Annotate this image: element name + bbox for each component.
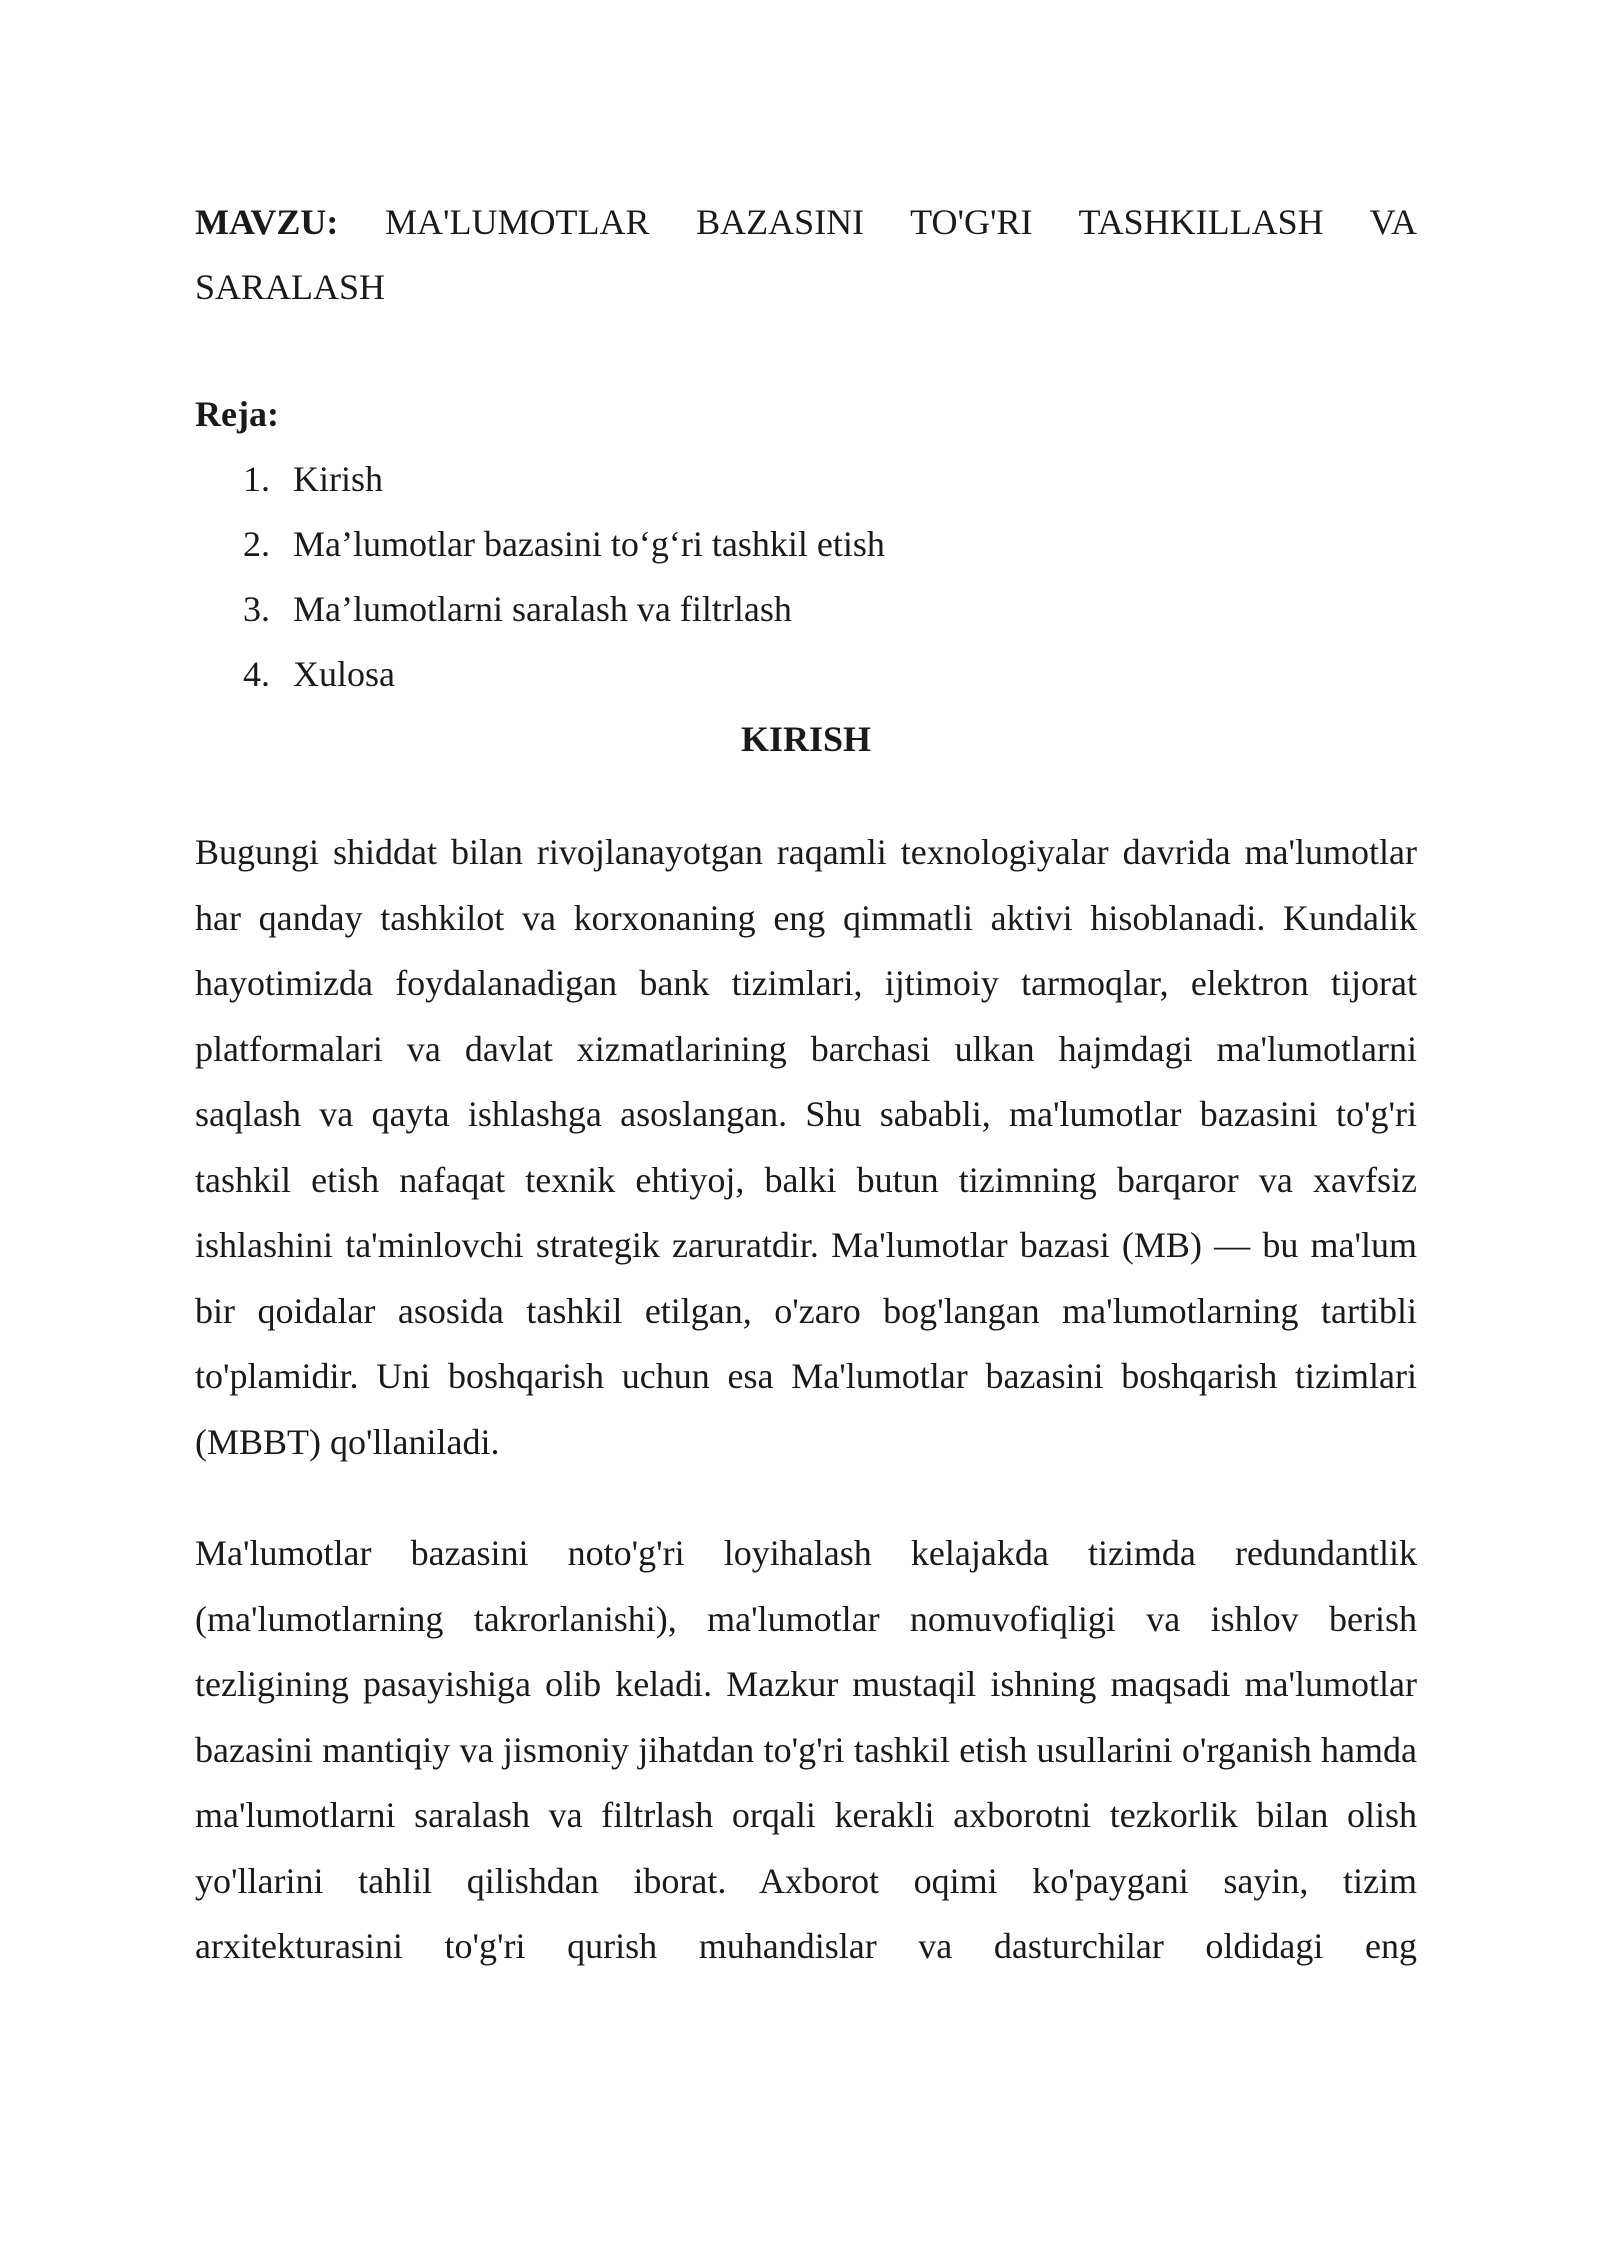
plan-item-number: 3. [243,589,270,629]
document-page [195,0,1417,2262]
plan-item [195,447,885,512]
plan-list [195,447,885,707]
plan-item [195,577,885,642]
plan-item-number: 4. [243,654,270,694]
plan-item-label: Ma’lumotlar bazasini to‘g‘ri tashkil etish [293,524,885,564]
title-prefix: MAVZU: [195,202,339,242]
plan-item [195,512,885,577]
plan-item-label: Kirish [293,459,383,499]
title-text: MA'LUMOTLAR BAZASINI TO'G'RI TASHKILLASH VA SARALASH [195,202,1417,307]
plan-heading: Reja: [195,394,279,434]
plan-item-label: Xulosa [293,654,395,694]
document-title [195,190,1417,320]
plan-item [195,642,885,707]
section-heading-kirish: KIRISH [740,719,872,759]
plan-item-label: Ma’lumotlarni saralash va filtrlash [293,589,792,629]
body-paragraph: Bugungi shiddat bilan rivojlanayotgan raqamli texnologiyalar davrida ma'lumotlar har qanday tashkilot va korxonaning eng qimmatli aktivi hisoblanadi. Kundalik hayotimizda foydalanadigan bank tizimlari, ijtimoiy tarmoqlar, elektron tijorat platformalari va davlat xizmatlarining barchasi ulkan hajmdagi ma'lumotlarni saqlash va qayta ishlashga asoslangan. Shu sababli, ma'lumotlar bazasini to'g'ri tashkil etish nafaqat texnik ehtiyoj, balki butun tizimning barqaror va xavfsiz ishlashini ta'minlovchi strategik zaruratdir. Ma'lumotlar bazasi (MB) — bu ma'lum bir qoidalar asosida tashkil etilgan, o'zaro bog'langan ma'lumotlarning tartibli to'plamidir. Uni boshqarish uchun esa Ma'lumotlar bazasini boshqarish tizimlari (MBBT) qo'llaniladi. [195,832,1417,1462]
plan-item-number: 2. [243,524,270,564]
body-paragraph: Ma'lumotlar bazasini noto'g'ri loyihalash kelajakda tizimda redundantlik (ma'lumotlarning takrorlanishi), ma'lumotlar nomuvofiqligi va ishlov berish tezligining pasayishiga olib keladi. Mazkur mustaqil ishning maqsadi ma'lumotlar bazasini mantiqiy va jismoniy jihatdan to'g'ri tashkil etish usullarini o'rganish hamda ma'lumotlarni saralash va filtrlash orqali kerakli axborotni tezkorlik bilan olish yo'llarini tahlil qilishdan iborat. Axborot oqimi ko'paygani sayin, tizim arxitekturasini to'g'ri qurish muhandislar va dasturchilar oldidagi eng [195,1533,1417,1966]
plan-item-number: 1. [243,459,270,499]
